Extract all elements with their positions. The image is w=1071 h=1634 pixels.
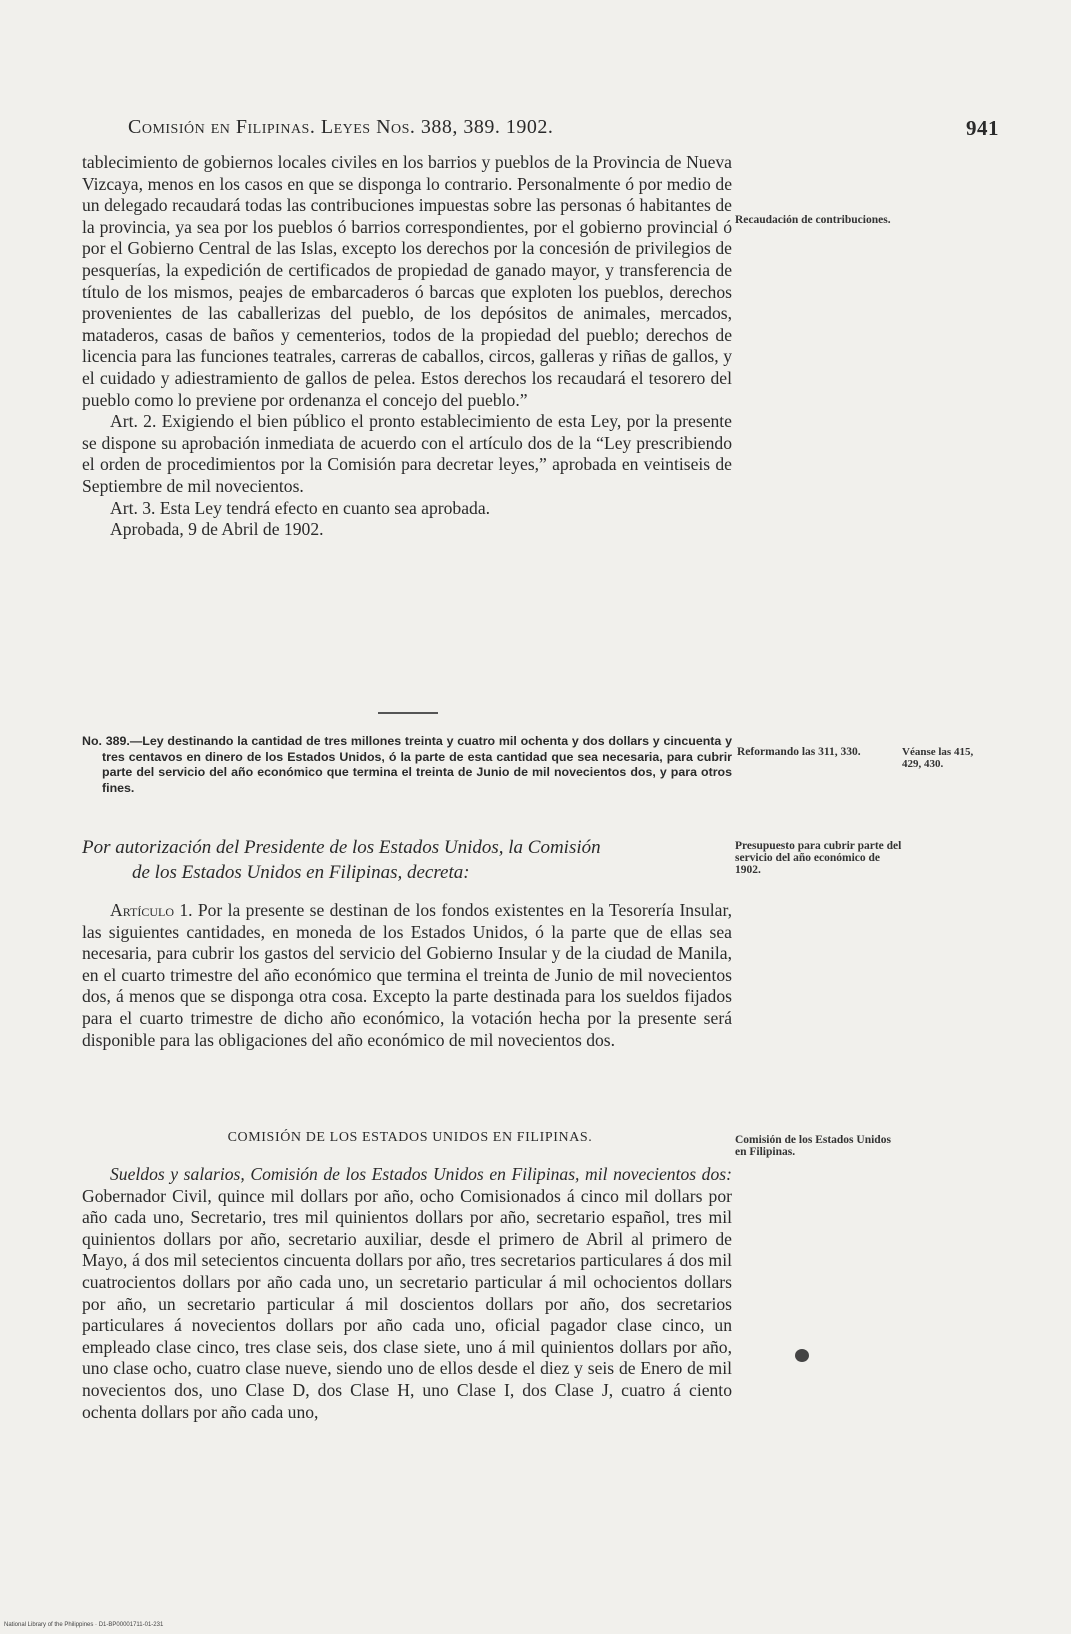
law-389-title [82, 734, 732, 796]
decree-line: Por autorización del Presidente de los Estados Unidos, la Comisión [82, 837, 601, 858]
article-1 [82, 900, 732, 1051]
paragraph: tablecimiento de gobiernos locales civiles en los barrios y pueblos de la Provincia de Nueva Vizcaya, menos en los casos en que se disponga lo contrario. Personalmente ó por medio de un delegado recaudará todas las contribuciones impuestas sobre las personas ó habitantes de la provincia, ya sea por los pueblos ó barrios correspondientes, por el gobierno provincial ó por el Gobierno Central de las Islas, excepto los derechos por la concesión de privilegios de pesquerías, la expedición de certificados de propiedad de ganado mayor, y transferencia de título de los mismos, peajes de embarcaderos ó barcas que exploten los pueblos, derechos provenientes de las caballerizas del pueblo, de los depósitos de animales, mercados, mataderos, casas de baños y cementerios, todos de la propiedad del pueblo; derechos de licencia para las funciones teatrales, carreras de caballos, circos, galleras y riñas de gallos, y el cuidado y adiestramiento de gallos de pelea. Estos derechos los recaudará el tesorero del pueblo como lo previene por ordenanza el concejo del pueblo.” [82, 152, 732, 410]
salaries-paragraph [82, 1164, 732, 1423]
article-label: Artículo 1. [110, 900, 193, 920]
article-text: Por la presente se destinan de los fondos existentes en la Tesorería Insular, las siguientes cantidades, en moneda de los Estados Unidos, ó la parte que de ellas sea necesaria, para cubrir los gastos del servicio del Gobierno Insular y de la ciudad de Manila, en el cuarto trimestre del año económico que termina el treinta de Junio de mil novecientos dos, á menos que se disponga otra cosa. Excepto la parte destinada para los sueldos fijados para el cuarto trimestre de dicho año económico, la votación hecha por la presente será disponible para las obligaciones del año económico de mil novecientos dos. [82, 900, 733, 1050]
section-divider [378, 712, 438, 714]
margin-note-comision: Comisión de los Estados Unidos en Filipinas. [735, 1134, 891, 1158]
library-footer: National Library of the Philippines · D1-BP00001711-01-231 [4, 1622, 164, 1628]
margin-note-recaudacion: Recaudación de contribuciones. [735, 214, 891, 226]
page-number: 941 [966, 116, 999, 140]
ink-spot [795, 1349, 809, 1362]
paragraph: Art. 3. Esta Ley tendrá efecto en cuanto sea aprobada. [110, 497, 491, 518]
margin-note-reformando: Reformando las 311, 330. [737, 746, 861, 758]
decree-clause [82, 835, 732, 885]
margin-note-veanse: Véanse las 415, 429, 430. [902, 746, 974, 770]
law-title-text: No. 389.—Ley destinando la cantidad de tres millones treinta y cuatro mil ochenta y dos dollars y cincuenta y tres centavos en dinero de los Estados Unidos, ó la parte de esta cantidad que sea necesaria, para cubrir parte del servicio del año económico que termina el treinta de Junio de mil novecientos dos, y para otros fines. [82, 734, 732, 795]
approval-date: Aprobada, 9 de Abril de 1902. [110, 519, 324, 540]
paragraph [82, 900, 732, 1051]
margin-note-presupuesto: Presupuesto para cubrir parte del servicio del año económico de 1902. [735, 840, 902, 876]
paragraph: Art. 2. Exigiendo el bien público el pronto establecimiento de esta Ley, por la presente se dispone su aprobación inmediata de acuerdo con el artículo dos de la “Ley prescribiendo el orden de procedimientos por la Comisión para decretar leyes,” aprobada en veintiseis de Septiembre de mil novecientos. [82, 411, 732, 496]
decree-line: de los Estados Unidos en Filipinas, decreta: [132, 862, 470, 883]
salaries-text: Gobernador Civil, quince mil dollars por año, ocho Comisionados á cinco mil dollars por año cada uno, Secretario, tres mil quinientos dollars por año, secretario español, tres mil quinientos dollars por año, secretario auxiliar, desde el primero de Abril al primero de Mayo, á dos mil setecientos cincuenta dollars por año, tres secretarios particulares á dos mil cuatrocientos dollars por año cada uno, un secretario particular á mil ochocientos dollars por año, un secretario particular á mil doscientos dollars por año, dos secretarios particulares á novecientos dollars por año cada uno, oficial pagador clase cinco, un empleado clase cinco, tres clase seis, dos clase siete, uno á mil quinientos dollars por año, uno clase ocho, cuatro clase nueve, siendo uno de ellos desde el diez y seis de Enero de mil novecientos dos, uno Clase D, dos Clase H, uno Clase I, dos Clase J, cuatro á ciento ochenta dollars por año cada uno, [82, 1185, 732, 1422]
salaries-heading: Sueldos y salarios, Comisión de los Estados Unidos en Filipinas, mil novecientos dos: [110, 1164, 732, 1184]
law-388-continuation [82, 152, 732, 541]
running-title: Comisión en Filipinas. Leyes Nos. 388, 389. 1902. [128, 116, 554, 138]
section-heading: COMISIÓN DE LOS ESTADOS UNIDOS EN FILIPINAS. [227, 1130, 593, 1145]
paragraph [82, 1164, 732, 1423]
